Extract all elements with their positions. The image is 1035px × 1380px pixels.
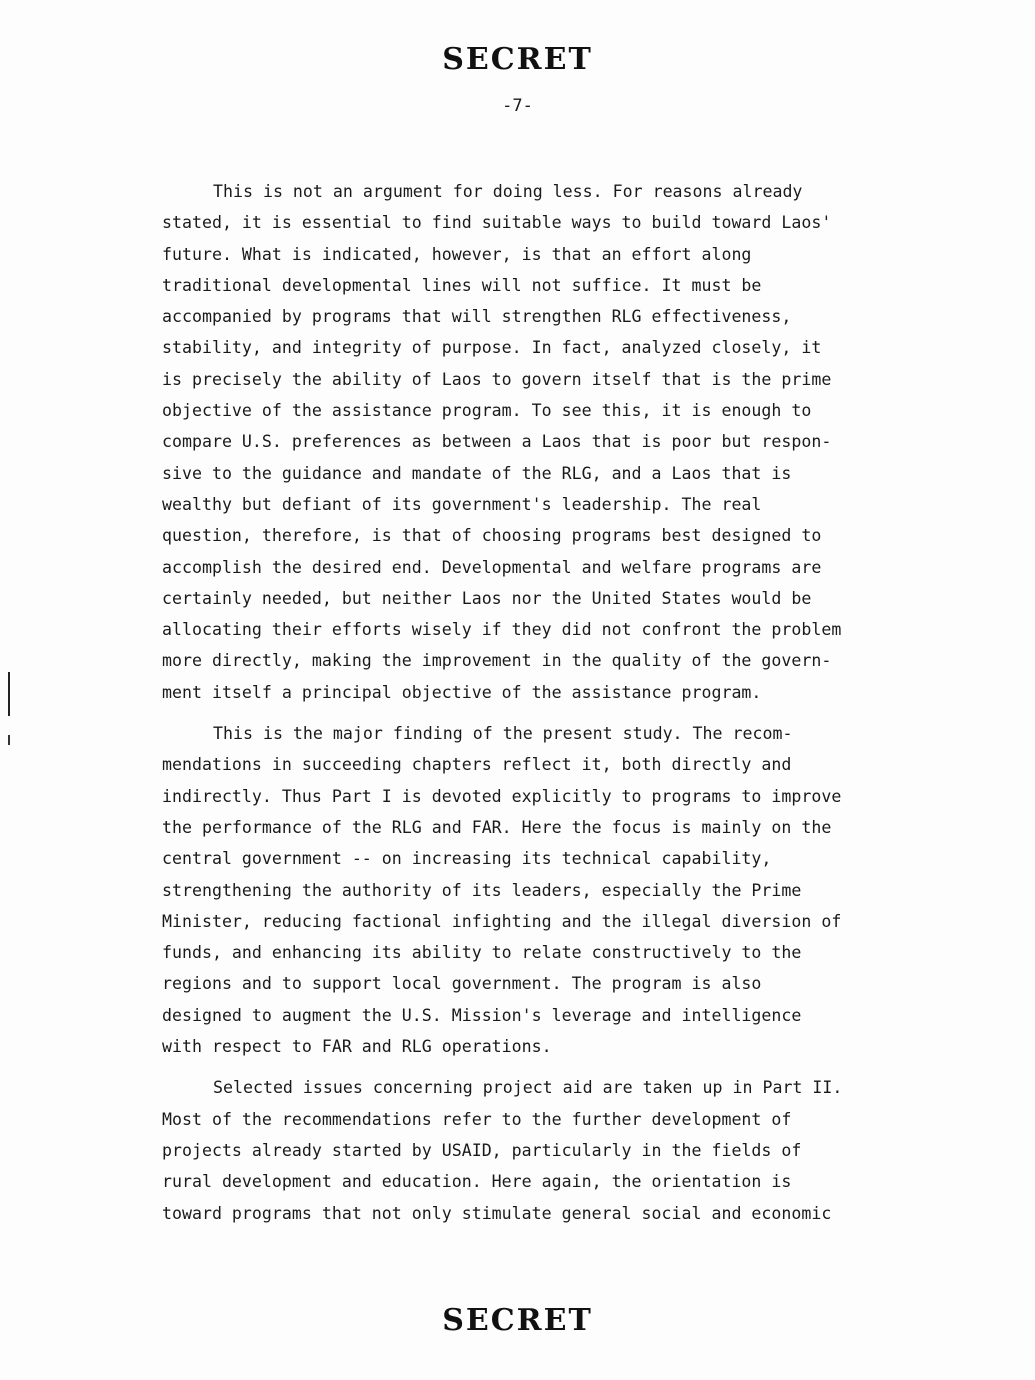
text-line: allocating their efforts wisely if they did not confront the problem bbox=[162, 620, 842, 640]
text-line: future. What is indicated, however, is that an effort along bbox=[162, 244, 752, 264]
text-line: funds, and enhancing its ability to relate constructively to the bbox=[162, 943, 802, 963]
text-line: question, therefore, is that of choosing programs best designed to bbox=[162, 526, 822, 546]
page-number: -7- bbox=[502, 96, 533, 116]
text-line: projects already started by USAID, particularly in the fields of bbox=[162, 1140, 802, 1160]
text-line: central government -- on increasing its technical capability, bbox=[162, 849, 772, 869]
text-line: regions and to support local government. The program is also bbox=[162, 974, 762, 994]
text-line: indirectly. Thus Part I is devoted explicitly to programs to improve bbox=[162, 786, 842, 806]
text-line: sive to the guidance and mandate of the RLG, and a Laos that is bbox=[162, 463, 792, 483]
paragraph-1 bbox=[162, 176, 882, 708]
document-body bbox=[162, 176, 882, 1239]
text-line: compare U.S. preferences as between a Laos that is poor but respon- bbox=[162, 432, 832, 452]
margin-mark bbox=[8, 735, 10, 745]
text-line: accomplish the desired end. Developmental and welfare programs are bbox=[162, 557, 822, 577]
text-line: is precisely the ability of Laos to govern itself that is the prime bbox=[162, 369, 832, 389]
classification-stamp-bottom bbox=[0, 1303, 1035, 1338]
paragraph-2 bbox=[162, 718, 882, 1062]
classification-stamp-top bbox=[0, 42, 1035, 77]
text-line: with respect to FAR and RLG operations. bbox=[162, 1037, 552, 1057]
text-line: mendations in succeeding chapters reflect it, both directly and bbox=[162, 755, 792, 775]
text-line: Most of the recommendations refer to the further development of bbox=[162, 1109, 792, 1129]
text-line: Selected issues concerning project aid are taken up in Part II. bbox=[213, 1078, 843, 1098]
text-line: Minister, reducing factional infighting and the illegal diversion of bbox=[162, 911, 842, 931]
text-line: designed to augment the U.S. Mission's leverage and intelligence bbox=[162, 1005, 802, 1025]
text-line: traditional developmental lines will not suffice. It must be bbox=[162, 275, 762, 295]
text-line: stability, and integrity of purpose. In fact, analyzed closely, it bbox=[162, 338, 822, 358]
paragraph-3 bbox=[162, 1072, 882, 1228]
text-line: objective of the assistance program. To see this, it is enough to bbox=[162, 401, 812, 421]
text-line: stated, it is essential to find suitable ways to build toward Laos' bbox=[162, 213, 832, 233]
text-line: accompanied by programs that will strengthen RLG effectiveness, bbox=[162, 307, 792, 327]
text-line: ment itself a principal objective of the assistance program. bbox=[162, 682, 762, 702]
text-line: more directly, making the improvement in the quality of the govern- bbox=[162, 651, 832, 671]
text-line: strengthening the authority of its leaders, especially the Prime bbox=[162, 880, 802, 900]
text-line: the performance of the RLG and FAR. Here the focus is mainly on the bbox=[162, 817, 832, 837]
text-line: This is the major finding of the present study. The recom- bbox=[213, 724, 793, 744]
text-line: toward programs that not only stimulate general social and economic bbox=[162, 1203, 832, 1223]
text-line: certainly needed, but neither Laos nor the United States would be bbox=[162, 588, 812, 608]
margin-mark bbox=[8, 672, 10, 716]
classification-label: SECRET bbox=[442, 42, 593, 77]
text-line: This is not an argument for doing less. For reasons already bbox=[213, 182, 803, 201]
classification-label: SECRET bbox=[442, 1303, 593, 1338]
text-line: wealthy but defiant of its government's leadership. The real bbox=[162, 494, 762, 514]
text-line: rural development and education. Here again, the orientation is bbox=[162, 1172, 792, 1192]
